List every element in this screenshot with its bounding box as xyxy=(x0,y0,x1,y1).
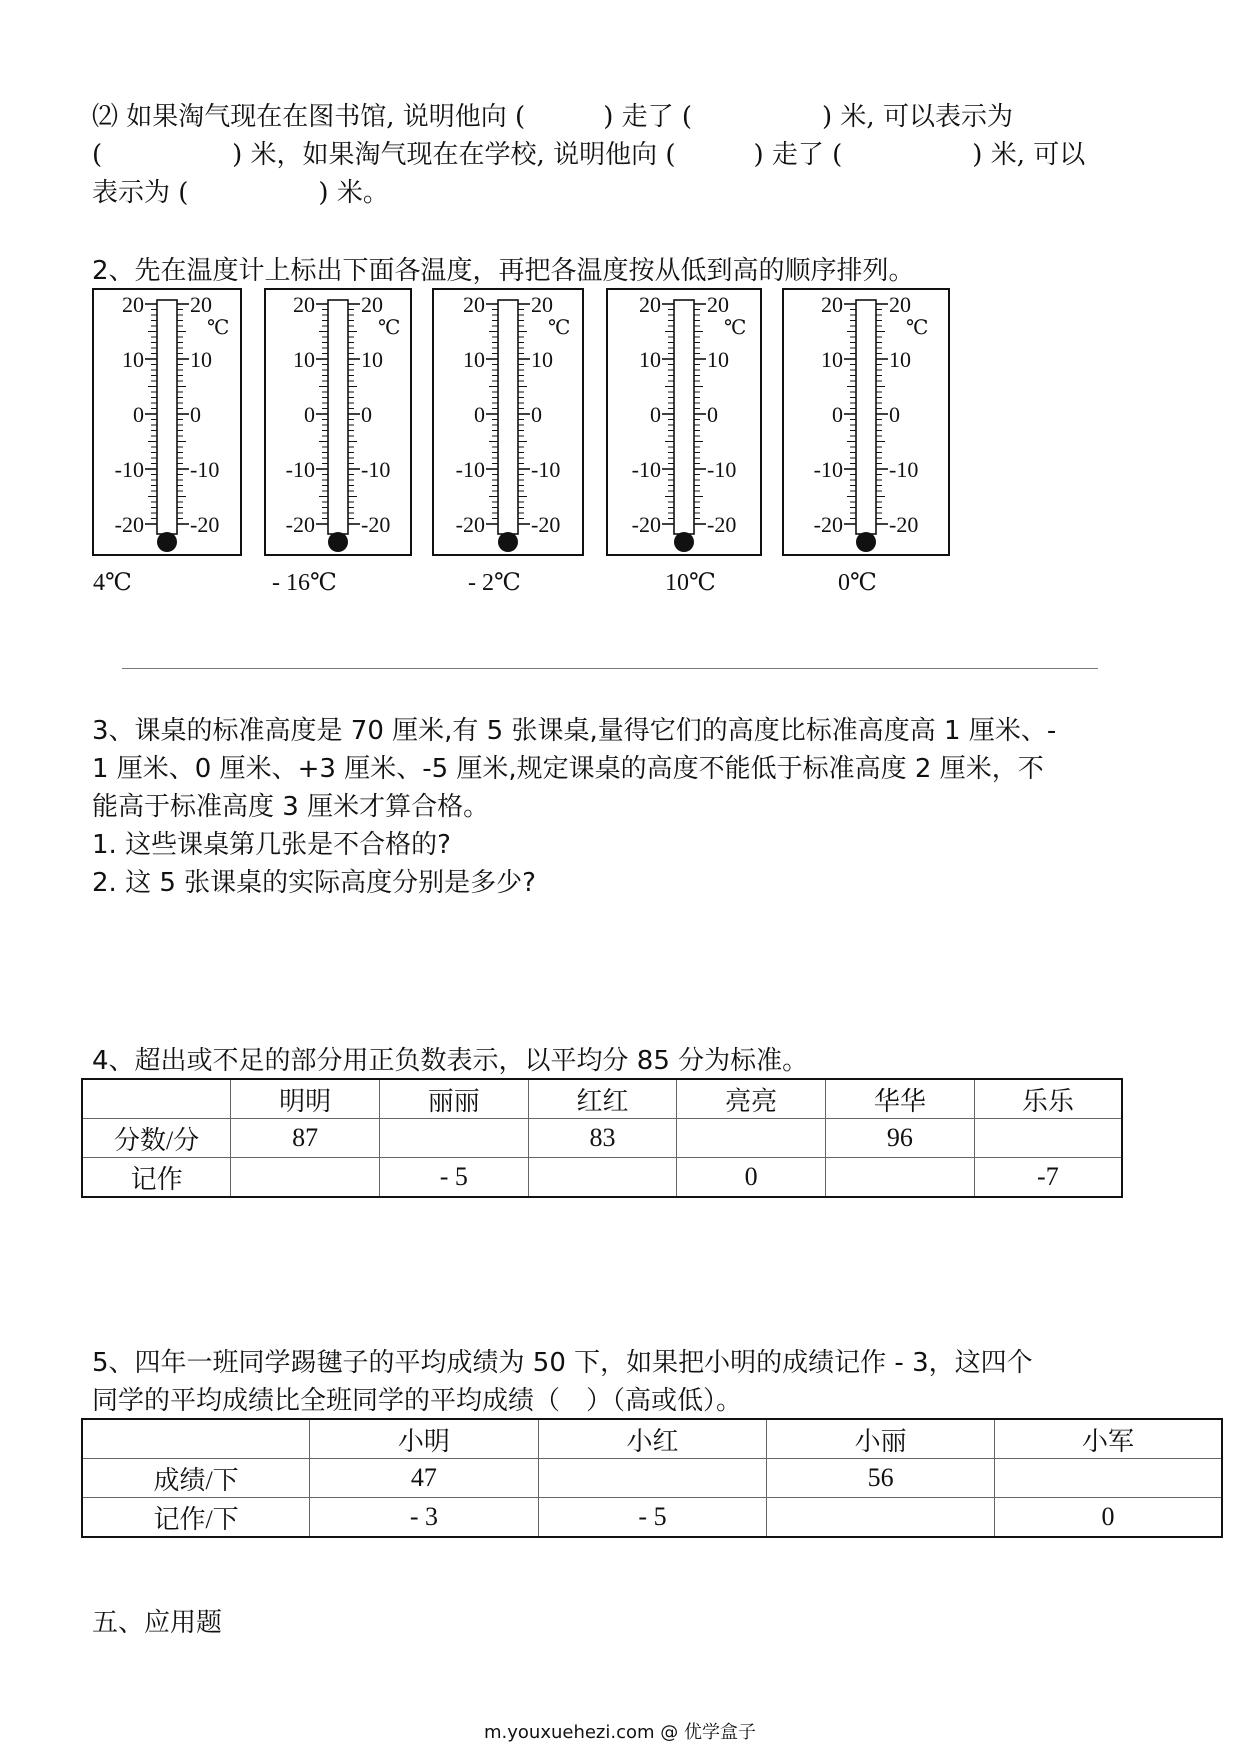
table-cell: 小军 xyxy=(994,1419,1222,1459)
table-cell: 83 xyxy=(528,1119,677,1158)
table-cell xyxy=(826,1158,975,1198)
thermometer-tube xyxy=(328,300,348,534)
scale-label-left: -20 xyxy=(813,512,843,537)
question-2-text: 2、先在温度计上标出下面各温度，再把各温度按从低到高的顺序排列。 xyxy=(92,256,915,286)
scale-label-right: 20 xyxy=(190,292,212,317)
thermometer-3 xyxy=(432,288,584,556)
thermometer-bulb xyxy=(328,532,348,552)
scale-label-left: 10 xyxy=(639,347,661,372)
thermometer-bulb xyxy=(498,532,518,552)
table-header-row xyxy=(82,1419,1222,1459)
shuttlecock-table xyxy=(81,1418,1223,1538)
scale-label-right: -10 xyxy=(889,457,919,482)
thermometer-2 xyxy=(264,288,412,556)
table-cell: 分数/分 xyxy=(82,1119,231,1158)
scale-unit: ℃ xyxy=(548,317,571,339)
question-3-line-2: 1 厘米、0 厘米、+3 厘米、-5 厘米,规定课桌的高度不能低于标准高度 2 厘米，不 xyxy=(92,754,1044,784)
thermometer-tube xyxy=(157,300,177,534)
scale-label-left: 10 xyxy=(122,347,144,372)
table-cell: 华华 xyxy=(826,1079,975,1119)
scale-label-right: 20 xyxy=(889,292,911,317)
temp-label-5: 0℃ xyxy=(838,570,877,596)
scale-label-right: -20 xyxy=(707,512,737,537)
scale-unit: ℃ xyxy=(724,317,747,339)
table-cell: - 5 xyxy=(379,1158,528,1198)
table-cell: 小红 xyxy=(538,1419,767,1459)
table-cell: 87 xyxy=(231,1119,380,1158)
table-cell: 记作 xyxy=(82,1158,231,1198)
scale-label-left: -20 xyxy=(455,512,485,537)
table-cell: 记作/下 xyxy=(82,1498,310,1538)
thermometer-tube xyxy=(674,300,694,534)
fill-blank-line-3: 表示为 ( ) 米。 xyxy=(92,178,389,208)
thermometer-scale-graphic xyxy=(266,290,410,554)
scale-label-left: 20 xyxy=(122,292,144,317)
temp-label-4: 10℃ xyxy=(665,570,716,596)
scale-label-left: -20 xyxy=(114,512,144,537)
table-cell: 小丽 xyxy=(767,1419,995,1459)
scale-unit: ℃ xyxy=(378,317,401,339)
thermometer-scale-graphic xyxy=(434,290,582,554)
table-row xyxy=(82,1459,1222,1498)
temp-label-3: - 2℃ xyxy=(468,570,521,596)
table-cell: 成绩/下 xyxy=(82,1459,310,1498)
question-3-sub-1: 1. 这些课桌第几张是不合格的? xyxy=(92,830,451,860)
thermometer-tube xyxy=(498,300,518,534)
thermometer-scale-graphic xyxy=(784,290,948,554)
table-cell: 丽丽 xyxy=(379,1079,528,1119)
table-cell xyxy=(767,1498,995,1538)
scale-label-left: 20 xyxy=(821,292,843,317)
thermometer-scale-graphic xyxy=(608,290,760,554)
table-cell xyxy=(538,1459,767,1498)
scale-label-right: 10 xyxy=(361,347,383,372)
scale-label-right: 0 xyxy=(361,402,372,427)
scale-label-right: 0 xyxy=(190,402,201,427)
scale-label-left: 20 xyxy=(639,292,661,317)
table-cell: 亮亮 xyxy=(677,1079,826,1119)
scale-label-left: 0 xyxy=(650,402,661,427)
scale-label-left: 0 xyxy=(474,402,485,427)
scale-label-left: 10 xyxy=(463,347,485,372)
score-table xyxy=(81,1078,1123,1198)
scale-label-left: -10 xyxy=(631,457,661,482)
table-cell xyxy=(528,1158,677,1198)
scale-label-left: 0 xyxy=(304,402,315,427)
scale-label-left: 0 xyxy=(832,402,843,427)
scale-label-right: -10 xyxy=(531,457,561,482)
footer-watermark: m.youxuehezi.com @ 优学盒子 xyxy=(483,1722,756,1743)
table-cell: 0 xyxy=(677,1158,826,1198)
table-row xyxy=(82,1498,1222,1538)
table-cell xyxy=(379,1119,528,1158)
thermometer-bulb xyxy=(157,532,177,552)
scale-label-right: -10 xyxy=(361,457,391,482)
scale-label-right: -20 xyxy=(531,512,561,537)
table-cell: 红红 xyxy=(528,1079,677,1119)
scale-label-right: 20 xyxy=(361,292,383,317)
scale-label-right: 10 xyxy=(889,347,911,372)
scale-unit: ℃ xyxy=(906,317,929,339)
question-3-sub-2: 2. 这 5 张课桌的实际高度分别是多少? xyxy=(92,868,536,898)
table-cell xyxy=(994,1459,1222,1498)
scale-unit: ℃ xyxy=(207,317,230,339)
scale-label-right: -10 xyxy=(190,457,220,482)
scale-label-right: 10 xyxy=(707,347,729,372)
scale-label-left: 20 xyxy=(293,292,315,317)
scale-label-left: -20 xyxy=(285,512,315,537)
scale-label-right: -20 xyxy=(889,512,919,537)
scale-label-left: 10 xyxy=(821,347,843,372)
thermometer-4 xyxy=(606,288,762,556)
table-cell: 0 xyxy=(994,1498,1222,1538)
thermometer-5 xyxy=(782,288,950,556)
scale-label-left: -10 xyxy=(455,457,485,482)
table-cell: - 3 xyxy=(310,1498,539,1538)
fill-blank-line-2: ( ) 米，如果淘气现在在学校, 说明他向 ( ) 走了 ( ) 米, 可以 xyxy=(92,140,1086,170)
scale-label-left: -10 xyxy=(813,457,843,482)
table-cell: -7 xyxy=(974,1158,1122,1198)
table-cell xyxy=(677,1119,826,1158)
scale-label-left: 0 xyxy=(133,402,144,427)
thermometer-bulb xyxy=(674,532,694,552)
table-cell xyxy=(82,1419,310,1459)
question-4-text: 4、超出或不足的部分用正负数表示，以平均分 85 分为标准。 xyxy=(92,1046,809,1076)
thermometer-bulb xyxy=(856,532,876,552)
scale-label-right: 0 xyxy=(707,402,718,427)
scale-label-right: 20 xyxy=(707,292,729,317)
scale-label-left: -10 xyxy=(114,457,144,482)
table-cell: 96 xyxy=(826,1119,975,1158)
scale-label-left: -20 xyxy=(631,512,661,537)
table-cell xyxy=(974,1119,1122,1158)
scale-label-right: 0 xyxy=(531,402,542,427)
table-cell xyxy=(231,1158,380,1198)
scale-label-right: 10 xyxy=(531,347,553,372)
scale-label-right: 0 xyxy=(889,402,900,427)
table-cell: 小明 xyxy=(310,1419,539,1459)
answer-divider-line xyxy=(122,668,1098,669)
scale-label-left: 20 xyxy=(463,292,485,317)
question-5-line-1: 5、四年一班同学踢毽子的平均成绩为 50 下，如果把小明的成绩记作 - 3，这四个 xyxy=(92,1348,1033,1378)
question-3-line-3: 能高于标准高度 3 厘米才算合格。 xyxy=(92,792,490,822)
table-cell: 56 xyxy=(767,1459,995,1498)
table-cell: 47 xyxy=(310,1459,539,1498)
scale-label-right: 10 xyxy=(190,347,212,372)
thermometer-scale-graphic xyxy=(94,290,240,554)
scale-label-right: 20 xyxy=(531,292,553,317)
temp-label-1: 4℃ xyxy=(93,570,132,596)
table-cell: 乐乐 xyxy=(974,1079,1122,1119)
scale-label-left: -10 xyxy=(285,457,315,482)
table-header-row xyxy=(82,1079,1122,1119)
section-5-title: 五、应用题 xyxy=(92,1608,223,1638)
question-5-line-2: 同学的平均成绩比全班同学的平均成绩（ ）（高或低）。 xyxy=(92,1386,743,1416)
scale-label-right: -10 xyxy=(707,457,737,482)
table-cell: 明明 xyxy=(231,1079,380,1119)
scale-label-right: -20 xyxy=(190,512,220,537)
table-cell: - 5 xyxy=(538,1498,767,1538)
table-row xyxy=(82,1158,1122,1198)
scale-label-left: 10 xyxy=(293,347,315,372)
thermometer-tube xyxy=(856,300,876,534)
table-row xyxy=(82,1119,1122,1158)
thermometer-1 xyxy=(92,288,242,556)
table-cell xyxy=(82,1079,231,1119)
question-3-line-1: 3、课桌的标准高度是 70 厘米,有 5 张课桌,量得它们的高度比标准高度高 1 厘米、- xyxy=(92,716,1057,746)
scale-label-right: -20 xyxy=(361,512,391,537)
fill-blank-line-1: ⑵ 如果淘气现在在图书馆, 说明他向 ( ) 走了 ( ) 米, 可以表示为 xyxy=(92,102,1013,132)
temp-label-2: - 16℃ xyxy=(272,570,337,596)
